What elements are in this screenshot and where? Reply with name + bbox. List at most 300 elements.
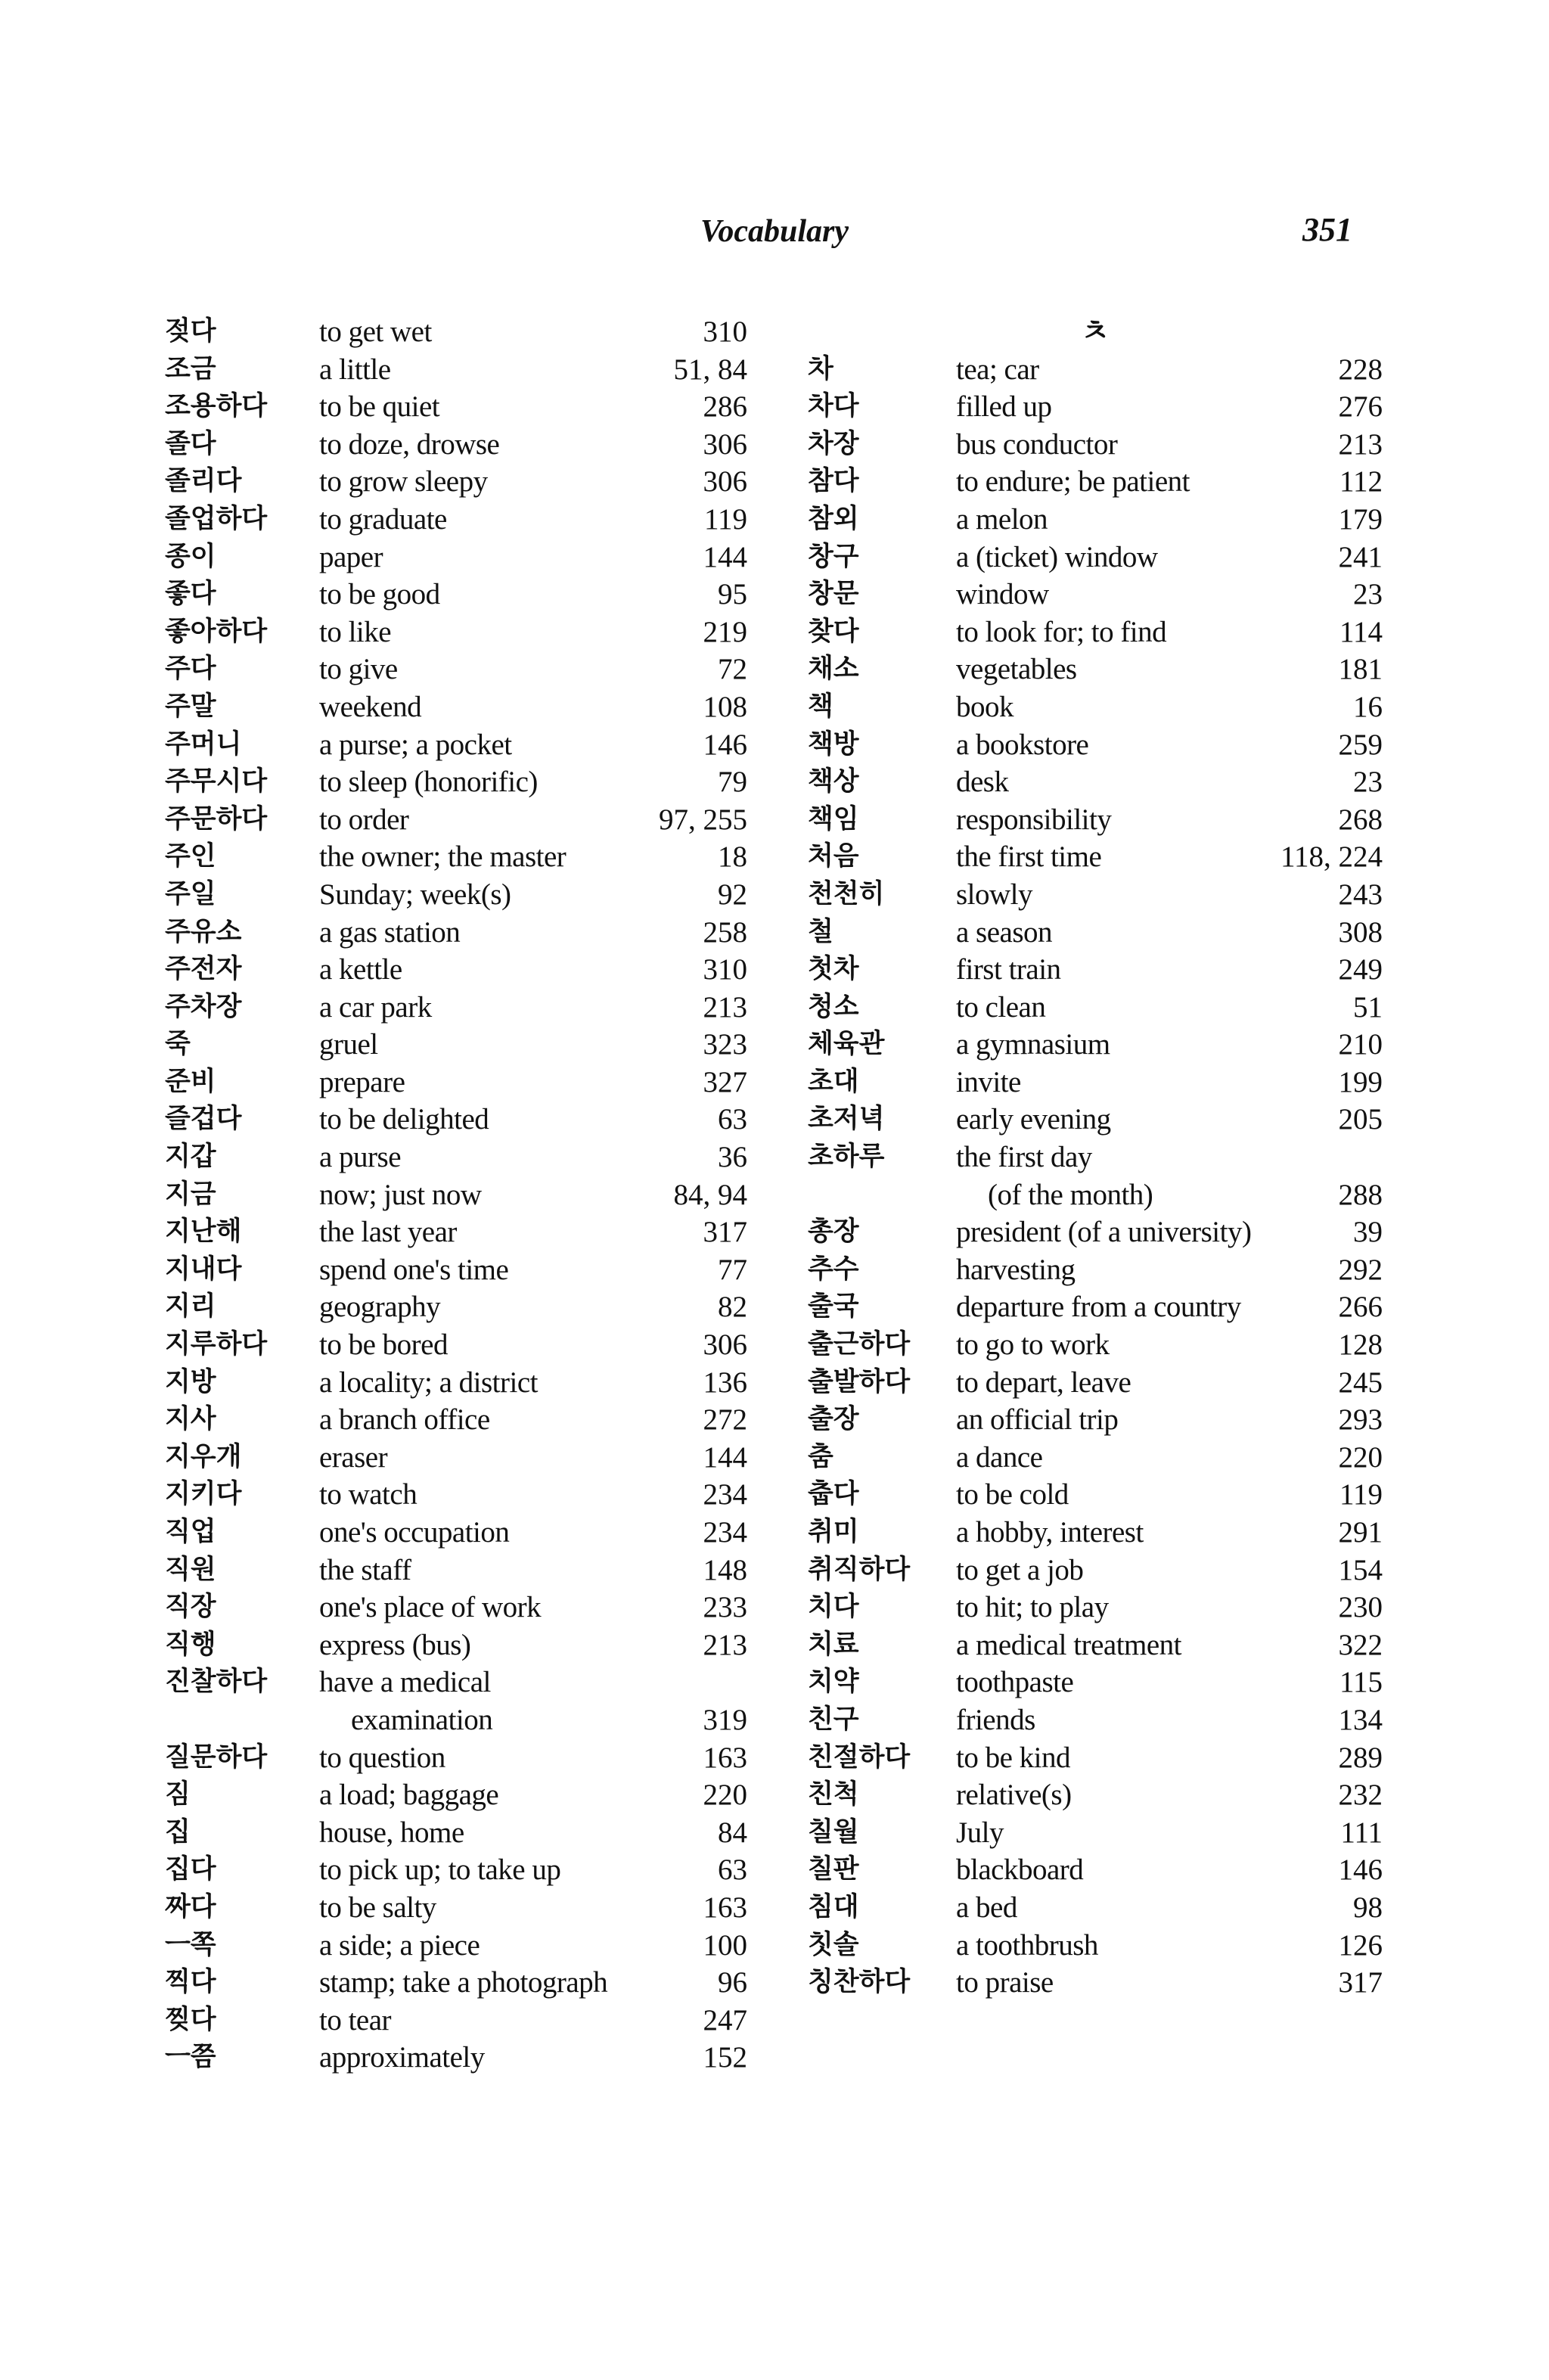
page-reference: 179 <box>1338 502 1383 536</box>
english-definition: book <box>956 690 1014 723</box>
korean-word: 지루하다 <box>165 1329 268 1360</box>
page-reference: 241 <box>1338 540 1383 573</box>
korean-word: 청소 <box>808 991 859 1022</box>
korean-word: 종이 <box>165 541 216 572</box>
vocabulary-entry <box>165 1326 747 1364</box>
page-reference: 276 <box>1338 390 1383 424</box>
english-definition: to get a job <box>956 1553 1084 1586</box>
page-reference: 245 <box>1338 1366 1383 1399</box>
vocabulary-entry <box>165 951 747 989</box>
vocabulary-entry <box>165 1288 747 1326</box>
page-reference: 23 <box>1353 578 1383 611</box>
korean-word: 주말 <box>165 691 216 722</box>
page-reference: 259 <box>1338 728 1383 761</box>
page-reference: 16 <box>1353 690 1383 723</box>
vocabulary-entry <box>165 1101 747 1139</box>
korean-word: 취직하다 <box>808 1554 911 1585</box>
vocabulary-entry <box>165 614 747 651</box>
english-definition: slowly <box>956 878 1033 911</box>
english-definition: responsibility <box>956 803 1112 836</box>
page-reference: 293 <box>1338 1403 1383 1437</box>
korean-word: 추수 <box>808 1254 859 1285</box>
english-definition: the owner; the master <box>319 840 567 874</box>
korean-word: 조금 <box>165 353 216 384</box>
korean-word: 처음 <box>808 841 859 872</box>
page-reference: 327 <box>703 1065 747 1098</box>
english-definition: to be cold <box>956 1478 1069 1512</box>
page-reference: 96 <box>718 1966 747 1999</box>
english-definition: geography <box>319 1291 441 1324</box>
korean-word: 창문 <box>808 579 859 610</box>
page-reference: 249 <box>1338 953 1383 986</box>
page-reference: 220 <box>703 1779 747 1812</box>
vocabulary-entry <box>165 1964 747 2002</box>
english-definition: weekend <box>319 690 422 723</box>
page-reference: 233 <box>703 1591 747 1624</box>
korean-word: 출장 <box>808 1404 859 1435</box>
english-definition: departure from a country <box>956 1291 1241 1324</box>
vocabulary-entry <box>165 801 747 839</box>
korean-word: 직행 <box>165 1629 216 1660</box>
korean-word: 칠월 <box>808 1816 859 1847</box>
korean-word: 초저녁 <box>808 1104 885 1135</box>
korean-word: 초대 <box>808 1066 859 1097</box>
english-definition: to be good <box>319 578 440 611</box>
vocabulary-entry <box>165 1139 747 1176</box>
page-reference: 232 <box>1338 1779 1383 1812</box>
page-reference: 97, 255 <box>659 803 747 836</box>
english-definition: to be quiet <box>319 390 440 424</box>
vocabulary-entry <box>808 1701 1383 1739</box>
vocabulary-entry <box>165 501 747 539</box>
english-definition: desk <box>956 766 1009 799</box>
english-definition: first train <box>956 953 1061 986</box>
korean-word: 짐 <box>165 1779 191 1810</box>
page-number: 351 <box>1302 211 1352 248</box>
vocabulary-entry <box>165 463 747 501</box>
page-reference: 154 <box>1338 1553 1383 1586</box>
page-reference: 213 <box>1338 427 1383 461</box>
korean-word: 참다 <box>808 466 859 497</box>
vocabulary-entry <box>165 313 747 351</box>
page-reference: 317 <box>703 1216 747 1249</box>
vocabulary-entry <box>808 651 1383 688</box>
english-definition: a car park <box>319 990 432 1024</box>
english-definition: a medical treatment <box>956 1628 1182 1661</box>
korean-word: 졸업하다 <box>165 503 268 534</box>
vocabulary-entry <box>808 1213 1383 1251</box>
korean-word: 치다 <box>808 1592 859 1623</box>
korean-word: 지갑 <box>165 1142 216 1173</box>
korean-word: 춥다 <box>808 1479 859 1510</box>
korean-word: 주전자 <box>165 954 242 985</box>
vocabulary-entry <box>808 1627 1383 1664</box>
korean-word: 찍다 <box>165 1967 216 1998</box>
english-definition: house, home <box>319 1816 464 1849</box>
page-reference: 18 <box>718 840 747 874</box>
korean-word: 차다 <box>808 391 859 422</box>
english-definition: to doze, drowse <box>319 427 500 461</box>
english-definition: express (bus) <box>319 1628 471 1661</box>
english-definition: gruel <box>319 1028 378 1061</box>
vocabulary-entry <box>165 1814 747 1852</box>
vocabulary-entry <box>165 1552 747 1589</box>
vocabulary-entry <box>808 1251 1383 1289</box>
korean-word: 치료 <box>808 1629 859 1660</box>
page-reference: 119 <box>703 502 747 536</box>
english-definition: approximately <box>319 2041 485 2074</box>
english-definition: a gymnasium <box>956 1028 1110 1061</box>
vocabulary-entry <box>165 914 747 952</box>
page-reference: 268 <box>1338 803 1383 836</box>
page-reference: 84 <box>718 1816 747 1849</box>
page-reference: 247 <box>703 2003 747 2037</box>
english-definition: to watch <box>319 1478 418 1512</box>
vocabulary-entry <box>808 576 1383 614</box>
korean-word: 주무시다 <box>165 766 268 797</box>
korean-word: 지난해 <box>165 1216 242 1247</box>
vocabulary-entry <box>165 989 747 1027</box>
page-reference: 213 <box>703 1628 747 1661</box>
page-reference: 292 <box>1338 1253 1383 1286</box>
page-reference: 205 <box>1338 1103 1383 1136</box>
vocabulary-entry <box>165 1927 747 1965</box>
english-definition: eraser <box>319 1440 388 1474</box>
vocabulary-entry <box>808 1326 1383 1364</box>
page-reference: 144 <box>703 1440 747 1474</box>
page-reference: 323 <box>703 1028 747 1061</box>
vocabulary-entry <box>165 1776 747 1814</box>
page-reference: 146 <box>1338 1853 1383 1887</box>
vocabulary-column-left <box>165 313 747 2077</box>
page-reference: 92 <box>718 878 747 911</box>
vocabulary-entry <box>165 1213 747 1251</box>
english-definition: prepare <box>319 1065 405 1098</box>
english-definition: window <box>956 578 1049 611</box>
vocabulary-entry <box>808 1776 1383 1814</box>
vocabulary-entry <box>165 1401 747 1439</box>
korean-word: 즐겁다 <box>165 1104 242 1135</box>
english-definition: a kettle <box>319 953 402 986</box>
vocabulary-entry <box>808 726 1383 764</box>
korean-word: 집다 <box>165 1854 216 1885</box>
korean-word: 좋다 <box>165 579 216 610</box>
korean-word: 총장 <box>808 1216 859 1247</box>
vocabulary-entry <box>165 1026 747 1064</box>
vocabulary-entry <box>165 1514 747 1552</box>
english-definition: examination <box>351 1703 493 1736</box>
vocabulary-entry <box>165 1589 747 1627</box>
vocabulary-entry <box>808 1552 1383 1589</box>
page-reference: 100 <box>703 1928 747 1962</box>
korean-word: 졸리다 <box>165 466 242 497</box>
vocabulary-entry <box>808 763 1383 801</box>
vocabulary-entry <box>808 1288 1383 1326</box>
page-reference: 288 <box>1338 1178 1383 1211</box>
page-reference: 84, 94 <box>673 1178 747 1211</box>
korean-word: 지사 <box>165 1404 216 1435</box>
vocabulary-entry <box>808 989 1383 1027</box>
english-definition: a branch office <box>319 1403 490 1437</box>
korean-word: 지방 <box>165 1366 216 1397</box>
page-reference: 199 <box>1338 1065 1383 1098</box>
vocabulary-entry <box>808 688 1383 726</box>
page-reference: 163 <box>703 1891 747 1924</box>
page-reference: 51, 84 <box>673 353 747 386</box>
english-definition: the last year <box>319 1216 457 1249</box>
korean-word: 주머니 <box>165 729 242 760</box>
english-definition: have a medical <box>319 1666 491 1699</box>
english-definition: a load; baggage <box>319 1779 499 1812</box>
english-definition: invite <box>956 1065 1021 1098</box>
english-definition: to go to work <box>956 1328 1110 1362</box>
english-definition: a (ticket) window <box>956 540 1158 573</box>
korean-word: 지우개 <box>165 1441 242 1472</box>
english-definition: the staff <box>319 1553 411 1586</box>
vocabulary-entry <box>165 1627 747 1664</box>
vocabulary-entry <box>165 1364 747 1402</box>
vocabulary-entry <box>165 651 747 688</box>
page-reference: 115 <box>1339 1666 1383 1699</box>
page-reference: 119 <box>1339 1478 1383 1512</box>
english-definition: to hit; to play <box>956 1591 1109 1624</box>
english-definition: president (of a university) <box>956 1216 1252 1249</box>
page-reference: 72 <box>718 653 747 686</box>
vocabulary-entry <box>808 463 1383 501</box>
korean-word: 주다 <box>165 654 216 685</box>
page-reference: 219 <box>703 615 747 648</box>
english-definition: Sunday; week(s) <box>319 878 511 911</box>
page-reference: 308 <box>1338 915 1383 949</box>
vocabulary-entry <box>808 914 1383 952</box>
korean-word: 친절하다 <box>808 1742 911 1773</box>
korean-word: 참외 <box>808 503 859 534</box>
korean-word: 출발하다 <box>808 1366 911 1397</box>
korean-word: 젖다 <box>165 316 216 346</box>
korean-word: 천천히 <box>808 878 885 909</box>
korean-word: 찾다 <box>808 616 859 647</box>
vocabulary-entry <box>808 1476 1383 1514</box>
korean-word: 철 <box>808 916 833 947</box>
korean-word: 친구 <box>808 1704 859 1735</box>
page-reference: 148 <box>703 1553 747 1586</box>
vocabulary-entry <box>165 1701 747 1739</box>
page-reference: 317 <box>1338 1966 1383 1999</box>
page-reference: 220 <box>1338 1440 1383 1474</box>
vocabulary-entry <box>165 2002 747 2040</box>
vocabulary-entry <box>808 1176 1383 1214</box>
page-reference: 291 <box>1338 1516 1383 1549</box>
korean-word: 짜다 <box>165 1891 216 1922</box>
english-definition: to be bored <box>319 1328 448 1362</box>
korean-word: 조용하다 <box>165 391 268 422</box>
korean-word: 채소 <box>808 654 859 685</box>
vocabulary-entry <box>808 1964 1383 2002</box>
english-definition: a little <box>319 353 391 386</box>
page-reference: 63 <box>718 1853 747 1887</box>
korean-word: 주차장 <box>165 991 242 1022</box>
vocabulary-entry <box>808 876 1383 914</box>
korean-word: 주인 <box>165 841 216 872</box>
english-definition: to grow sleepy <box>319 465 488 499</box>
page-reference: 63 <box>718 1103 747 1136</box>
vocabulary-entry <box>808 1889 1383 1927</box>
vocabulary-entry <box>165 1851 747 1889</box>
english-definition: (of the month) <box>988 1178 1153 1211</box>
english-definition: the first time <box>956 840 1102 874</box>
korean-word: 지내다 <box>165 1254 242 1285</box>
korean-word: 창구 <box>808 541 859 572</box>
page-reference: 36 <box>718 1141 747 1174</box>
english-definition: relative(s) <box>956 1779 1072 1812</box>
vocabulary-entry <box>165 1439 747 1477</box>
korean-word: 졸다 <box>165 428 216 459</box>
vocabulary-entry <box>808 1401 1383 1439</box>
english-definition: harvesting <box>956 1253 1076 1286</box>
english-definition: July <box>956 1816 1004 1849</box>
vocabulary-entry <box>165 688 747 726</box>
english-definition: to get wet <box>319 315 432 348</box>
page-reference: 51 <box>1353 990 1383 1024</box>
vocabulary-entry <box>808 838 1383 876</box>
vocabulary-column-right <box>808 313 1383 2002</box>
vocabulary-entry <box>165 1176 747 1214</box>
page-reference: 136 <box>703 1366 747 1399</box>
english-definition: stamp; take a photograph <box>319 1966 608 1999</box>
korean-word: 지키다 <box>165 1479 242 1510</box>
page-reference: 266 <box>1338 1291 1383 1324</box>
korean-word: 체육관 <box>808 1029 885 1060</box>
vocabulary-entry <box>808 1026 1383 1064</box>
english-definition: a locality; a district <box>319 1366 538 1399</box>
english-definition: to graduate <box>319 502 447 536</box>
vocabulary-entry <box>165 876 747 914</box>
english-definition: bus conductor <box>956 427 1118 461</box>
vocabulary-entry <box>808 388 1383 426</box>
vocabulary-entry <box>165 1251 747 1289</box>
page-reference: 39 <box>1353 1216 1383 1249</box>
english-definition: to endure; be patient <box>956 465 1190 499</box>
english-definition: blackboard <box>956 1853 1084 1887</box>
english-definition: to praise <box>956 1966 1054 1999</box>
korean-word: ㅡ쯤 <box>165 2042 216 2073</box>
page-reference: 306 <box>703 1328 747 1362</box>
page-reference: 234 <box>703 1516 747 1549</box>
page-reference: 95 <box>718 578 747 611</box>
vocabulary-entry <box>808 1101 1383 1139</box>
page-reference: 306 <box>703 465 747 499</box>
korean-word: 차장 <box>808 428 859 459</box>
english-definition: a purse; a pocket <box>319 728 512 761</box>
korean-word: 취미 <box>808 1517 859 1547</box>
vocabulary-entry <box>808 1139 1383 1176</box>
vocabulary-entry <box>165 763 747 801</box>
english-definition: now; just now <box>319 1178 482 1211</box>
vocabulary-entry <box>165 426 747 464</box>
korean-word: 출근하다 <box>808 1329 911 1360</box>
vocabulary-entry <box>808 501 1383 539</box>
korean-word: ㅡ쪽 <box>165 1929 216 1960</box>
page-reference: 98 <box>1353 1891 1383 1924</box>
page-reference: 144 <box>703 540 747 573</box>
english-definition: vegetables <box>956 653 1077 686</box>
page-reference: 272 <box>703 1403 747 1437</box>
page-reference: 111 <box>1340 1816 1383 1849</box>
english-definition: a gas station <box>319 915 461 949</box>
page-reference: 258 <box>703 915 747 949</box>
korean-word: 초하루 <box>808 1142 885 1173</box>
english-definition: early evening <box>956 1103 1111 1136</box>
korean-word: 질문하다 <box>165 1742 268 1773</box>
english-definition: to sleep (honorific) <box>319 766 538 799</box>
english-definition: to like <box>319 615 392 648</box>
vocabulary-entry <box>808 951 1383 989</box>
korean-word: 친척 <box>808 1779 859 1810</box>
korean-word: 치약 <box>808 1667 859 1698</box>
english-definition: to be salty <box>319 1891 436 1924</box>
korean-word: 책상 <box>808 766 859 797</box>
english-definition: spend one's time <box>319 1253 509 1286</box>
vocabulary-entry <box>165 726 747 764</box>
page-reference: 210 <box>1338 1028 1383 1061</box>
korean-word: 첫차 <box>808 954 859 985</box>
english-definition: toothpaste <box>956 1666 1074 1699</box>
page-reference: 108 <box>703 690 747 723</box>
page-reference: 118, 224 <box>1280 840 1383 874</box>
vocabulary-entry <box>808 1739 1383 1777</box>
english-definition: tea; car <box>956 353 1039 386</box>
korean-word: 출국 <box>808 1291 859 1322</box>
vocabulary-entry <box>808 1927 1383 1965</box>
page-title: Vocabulary <box>700 214 849 249</box>
vocabulary-entry <box>165 838 747 876</box>
english-definition: to tear <box>319 2003 392 2037</box>
vocabulary-entry <box>808 1589 1383 1627</box>
korean-word: 죽 <box>165 1029 191 1060</box>
page-reference: 152 <box>703 2041 747 2074</box>
vocabulary-entry <box>165 1889 747 1927</box>
korean-word: 준비 <box>165 1066 216 1097</box>
english-definition: one's place of work <box>319 1591 542 1624</box>
page-reference: 319 <box>703 1703 747 1736</box>
vocabulary-entry <box>808 614 1383 651</box>
english-definition: friends <box>956 1703 1035 1736</box>
vocabulary-entry <box>808 1851 1383 1889</box>
vocabulary-entry <box>808 1514 1383 1552</box>
page-reference: 82 <box>718 1291 747 1324</box>
vocabulary-entry <box>165 2039 747 2077</box>
page-reference: 306 <box>703 427 747 461</box>
korean-word: 침대 <box>808 1891 859 1922</box>
page-reference: 126 <box>1338 1928 1383 1962</box>
page-reference: 77 <box>718 1253 747 1286</box>
korean-word: 좋아하다 <box>165 616 268 647</box>
vocabulary-entry <box>808 1664 1383 1701</box>
english-definition: a toothbrush <box>956 1928 1098 1962</box>
page-reference: 79 <box>718 766 747 799</box>
page-reference: 310 <box>703 315 747 348</box>
vocabulary-entry <box>165 1739 747 1777</box>
page-reference: 322 <box>1338 1628 1383 1661</box>
section-letter-heading: ㅊ <box>1080 314 1110 349</box>
vocabulary-entry <box>165 388 747 426</box>
vocabulary-entry <box>808 1064 1383 1101</box>
korean-word: 차 <box>808 353 833 384</box>
english-definition: one's occupation <box>319 1516 510 1549</box>
vocabulary-entry <box>165 351 747 389</box>
korean-word: 집 <box>165 1816 191 1847</box>
vocabulary-entry <box>165 539 747 576</box>
